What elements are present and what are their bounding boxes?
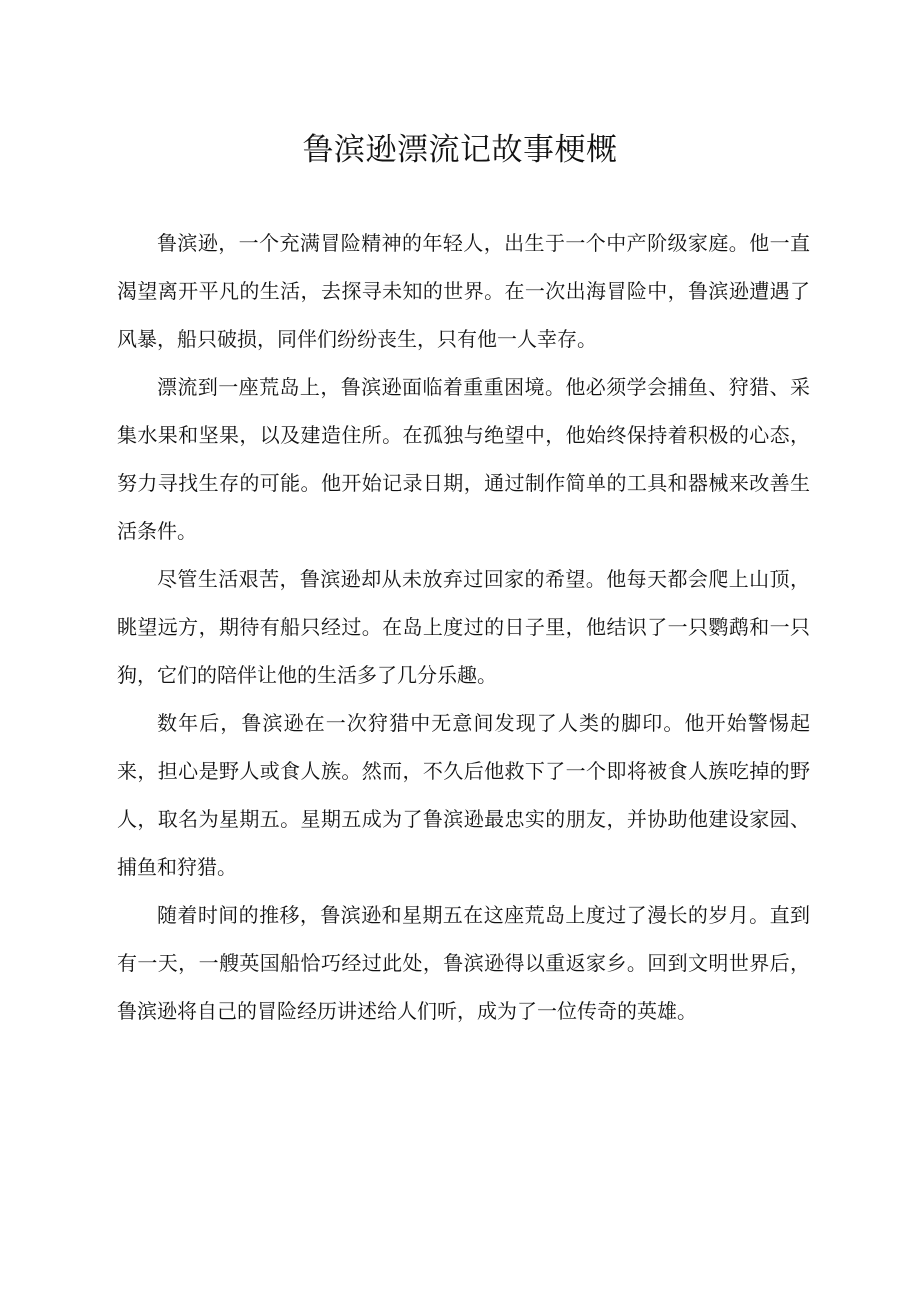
- document-title: 鲁滨逊漂流记故事梗概: [302, 132, 618, 168]
- paragraph-4: 数年后，鲁滨逊在一次狩猎中无意间发现了人类的脚印。他开始警惕起来，担心是野人或食人族。然而，不久后他救下了一个即将被食人族吃掉的野人，取名为星期五。星期五成为了鲁滨逊最忠实的朋友，并协助他建设家园、捕鱼和狩猎。: [117, 711, 810, 879]
- paragraph-5: 随着时间的推移，鲁滨逊和星期五在这座荒岛上度过了漫长的岁月。直到有一天，一艘英国船恰巧经过此处，鲁滨逊得以重返家乡。回到文明世界后，鲁滨逊将自己的冒险经历讲述给人们听，成为了一位传奇的英雄。: [117, 903, 810, 1023]
- paragraph-1: 鲁滨逊，一个充满冒险精神的年轻人，出生于一个中产阶级家庭。他一直渴望离开平凡的生活，去探寻未知的世界。在一次出海冒险中，鲁滨逊遭遇了风暴，船只破损，同伴们纷纷丧生，只有他一人幸存。: [117, 231, 810, 351]
- paragraph-3: 尽管生活艰苦，鲁滨逊却从未放弃过回家的希望。他每天都会爬上山顶，眺望远方，期待有船只经过。在岛上度过的日子里，他结识了一只鹦鹉和一只狗，它们的陪伴让他的生活多了几分乐趣。: [117, 567, 810, 687]
- paragraph-2: 漂流到一座荒岛上，鲁滨逊面临着重重困境。他必须学会捕鱼、狩猎、采集水果和坚果，以及建造住所。在孤独与绝望中，他始终保持着积极的心态，努力寻找生存的可能。他开始记录日期，通过制作简单的工具和器械来改善生活条件。: [117, 375, 810, 543]
- document-body: [117, 219, 810, 1035]
